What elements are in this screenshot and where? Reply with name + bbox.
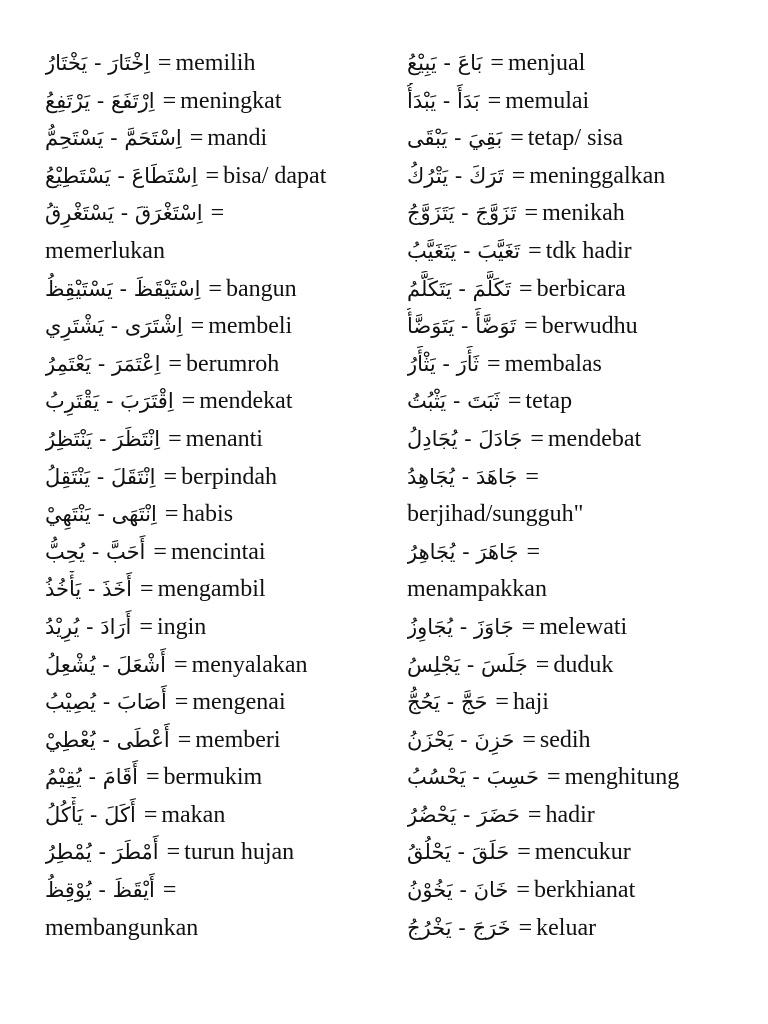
right-vocabulary-column (407, 45, 752, 947)
equals-sign: = (164, 501, 179, 528)
meaning: bangun (225, 275, 297, 302)
vocab-entry-continuation (407, 496, 752, 534)
meaning: duduk (553, 651, 614, 678)
equals-sign: = (510, 125, 524, 152)
arabic-verb: أَحَبَّ - يُحِبُّ (45, 539, 146, 564)
meaning: tetap (525, 388, 573, 415)
meaning: berpindah (181, 463, 278, 490)
meaning: ingin (156, 613, 207, 640)
arabic-verb: اِرْتَفَعَ - يَرْتَفِعُ (45, 88, 155, 113)
arabic-verb: حَلَقَ - يَحْلُقُ (407, 840, 510, 865)
meaning: habis (182, 501, 234, 528)
vocab-entry (407, 308, 752, 346)
vocab-entry (407, 910, 752, 948)
vocab-entry (407, 722, 752, 760)
equals-sign: = (190, 313, 205, 340)
equals-sign: = (166, 839, 181, 866)
meaning: memberi (195, 726, 281, 753)
meaning: mencukur (534, 839, 631, 866)
vocab-entry (407, 271, 752, 309)
vocab-entry (45, 383, 390, 421)
equals-sign: = (495, 689, 509, 716)
meaning: memerlukan (45, 237, 165, 264)
vocab-entry (45, 834, 390, 872)
equals-sign: = (522, 726, 536, 753)
arabic-verb: بَاعَ - يَبِيْعُ (407, 51, 483, 75)
equals-sign: = (210, 200, 225, 227)
vocab-entry (407, 158, 752, 196)
equals-sign: = (208, 275, 222, 302)
vocab-entry (45, 83, 390, 121)
vocab-entry (407, 797, 752, 835)
equals-sign: = (526, 538, 540, 565)
meaning: sedih (539, 726, 591, 753)
meaning: mendekat (199, 388, 293, 415)
arabic-verb: أَرَادَ - يُرِيْدُ (45, 614, 132, 639)
meaning: membangunkan (45, 914, 199, 941)
arabic-verb: تَكَلَّمَ - يَتَكَلَّمُ (407, 276, 512, 301)
vocab-entry (407, 647, 752, 685)
vocab-entry (45, 684, 390, 722)
vocab-entry (45, 759, 390, 797)
meaning: tdk hadir (545, 237, 632, 264)
equals-sign: = (487, 87, 502, 114)
arabic-verb: أَكَلَ - يَأْكُلُ (45, 802, 136, 827)
equals-sign: = (525, 463, 539, 490)
equals-sign: = (507, 388, 522, 415)
arabic-verb: اِسْتَغْرَقَ - يَسْتَغْرِقُ (45, 201, 203, 226)
vocab-entry (45, 45, 390, 83)
arabic-verb: تَزَوَّجَ - يَتَزَوَّجُ (407, 201, 517, 226)
meaning: berwudhu (541, 313, 638, 340)
arabic-verb: تَرَكَ - يَتْرُكُ (407, 163, 504, 188)
vocab-entry (45, 195, 390, 233)
left-vocabulary-column (45, 45, 390, 947)
meaning: haji (512, 689, 549, 716)
meaning: berumroh (185, 350, 280, 377)
arabic-verb: اِخْتَارَ - يَخْتَارُ (45, 51, 150, 75)
equals-sign: = (168, 425, 182, 452)
meaning: menampakkan (407, 576, 547, 603)
arabic-verb: حَجَّ - يَحُجُّ (407, 690, 488, 715)
equals-sign: = (189, 125, 204, 152)
vocab-entry (45, 271, 390, 309)
arabic-verb: جَاوَزَ - يُجَاوِزُ (407, 614, 514, 639)
equals-sign: = (519, 275, 533, 302)
vocab-entry (407, 534, 752, 572)
arabic-verb: جَادَلَ - يُجَادِلُ (407, 426, 523, 451)
arabic-verb: حَضَرَ - يَحْضُرُ (407, 802, 520, 827)
vocab-entry (45, 797, 390, 835)
equals-sign: = (516, 877, 530, 904)
meaning: berjihad/sungguh" (407, 501, 584, 528)
vocab-entry (45, 722, 390, 760)
arabic-verb: بَدَأَ - يَبْدَأُ (407, 88, 480, 113)
equals-sign: = (524, 200, 539, 227)
vocab-entry (45, 609, 390, 647)
equals-sign: = (490, 50, 504, 76)
equals-sign: = (181, 388, 196, 415)
arabic-verb: اِنْتَقَلَ - يَنْتَقِلُ (45, 464, 156, 489)
equals-sign: = (145, 764, 160, 791)
meaning: memulai (505, 87, 590, 114)
meaning: mandi (207, 125, 268, 152)
vocab-entry (45, 647, 390, 685)
equals-sign: = (527, 801, 542, 828)
equals-sign: = (174, 651, 188, 678)
meaning: meningkat (180, 87, 282, 114)
arabic-verb: أَشْعَلَ - يُشْعِلُ (45, 652, 167, 677)
meaning: mencintai (170, 538, 266, 565)
arabic-verb: خَانَ - يَخُوْنُ (407, 878, 509, 903)
meaning: bermukim (163, 764, 263, 791)
arabic-verb: أَمْطَرَ - يُمْطِرُ (45, 840, 159, 865)
meaning: memilih (175, 50, 256, 76)
vocab-entry (45, 120, 390, 158)
arabic-verb: اِسْتَحَمَّ - يَسْتَحِمُّ (45, 126, 182, 151)
equals-sign: = (177, 726, 192, 753)
vocab-entry (407, 383, 752, 421)
vocab-entry (45, 459, 390, 497)
arabic-verb: جَاهَرَ - يُجَاهِرُ (407, 539, 519, 564)
vocab-entry (45, 872, 390, 910)
vocab-entry (45, 496, 390, 534)
meaning: menyalakan (191, 651, 308, 678)
arabic-verb: اِسْتَطَاعَ - يَسْتَطِيْعُ (45, 163, 198, 188)
vocab-entry (45, 421, 390, 459)
equals-sign: = (530, 425, 544, 452)
equals-sign: = (139, 613, 153, 640)
vocab-entry (407, 759, 752, 797)
vocab-entry (45, 158, 390, 196)
equals-sign: = (535, 651, 550, 678)
arabic-verb: حَزِنَ - يَحْزَنُ (407, 727, 515, 752)
vocab-entry (407, 684, 752, 722)
meaning: mengambil (157, 576, 266, 603)
meaning: keluar (536, 914, 597, 941)
equals-sign: = (517, 839, 531, 866)
meaning: menikah (542, 200, 625, 227)
arabic-verb: أَصَابَ - يُصِيْبُ (45, 690, 167, 715)
meaning: turun hujan (184, 839, 295, 866)
vocab-entry (407, 459, 752, 497)
arabic-verb: اِعْتَمَرَ - يَعْتَمِرُ (45, 351, 161, 376)
arabic-verb: تَغَيَّبَ - يَتَغَيَّبُ (407, 238, 521, 263)
meaning: berkhianat (533, 877, 636, 904)
arabic-verb: أَعْطَى - يُعْطِيْ (45, 727, 170, 752)
arabic-verb: جَلَسَ - يَجْلِسُ (407, 652, 528, 677)
arabic-verb: حَسِبَ - يَحْسُبُ (407, 765, 540, 790)
equals-sign: = (157, 50, 172, 76)
arabic-verb: ثَأَرَ - يَثْأَرُ (407, 351, 480, 376)
arabic-verb: ثَبَتَ - يَثْبُتُ (407, 389, 500, 414)
vocab-entry (45, 534, 390, 572)
arabic-verb: أَقَامَ - يُقِيْمُ (45, 765, 138, 790)
meaning: menghitung (564, 764, 680, 791)
meaning: menjual (507, 50, 586, 76)
equals-sign: = (153, 538, 167, 565)
arabic-verb: بَقِيَ - يَبْقَى (407, 126, 503, 151)
equals-sign: = (163, 463, 178, 490)
vocab-entry (407, 346, 752, 384)
equals-sign: = (140, 576, 154, 603)
meaning: membalas (504, 350, 602, 377)
equals-sign: = (162, 877, 177, 904)
equals-sign: = (511, 162, 526, 189)
equals-sign: = (143, 801, 158, 828)
vocab-entry (407, 120, 752, 158)
vocab-entry (407, 609, 752, 647)
vocab-entry (407, 421, 752, 459)
arabic-verb: اِشْتَرَى - يَشْتَرِي (45, 314, 183, 339)
arabic-verb: جَاهَدَ - يُجَاهِدُ (407, 464, 518, 489)
equals-sign: = (162, 87, 177, 114)
vocab-entry-continuation (45, 910, 390, 948)
equals-sign: = (524, 313, 538, 340)
meaning: makan (161, 801, 226, 828)
meaning: berbicara (536, 275, 626, 302)
arabic-verb: خَرَجَ - يَخْرُجُ (407, 915, 511, 940)
meaning: bisa/ dapat (223, 162, 327, 189)
equals-sign: = (174, 689, 189, 716)
arabic-verb: اِسْتَيْقَظَ - يَسْتَيْقِظُ (45, 276, 201, 301)
arabic-verb: اِنْتَظَرَ - يَنْتَظِرُ (45, 426, 161, 451)
arabic-verb: تَوَضَّأَ - يَتَوَضَّأُ (407, 314, 517, 339)
vocab-entry-continuation (407, 571, 752, 609)
arabic-verb: أَخَذَ - يَأْخُذُ (45, 577, 133, 602)
equals-sign: = (168, 350, 182, 377)
equals-sign: = (521, 613, 536, 640)
vocab-entry (407, 195, 752, 233)
vocab-entry (45, 346, 390, 384)
arabic-verb: أَيْقَظَ - يُوْقِظُ (45, 878, 155, 903)
vocab-entry (45, 571, 390, 609)
arabic-verb: اِنْتَهَى - يَنْتَهِيْ (45, 502, 157, 527)
meaning: mendebat (547, 425, 642, 452)
vocab-entry (407, 233, 752, 271)
vocab-entry (407, 834, 752, 872)
meaning: melewati (539, 613, 628, 640)
vocab-entry (407, 872, 752, 910)
meaning: meninggalkan (529, 162, 666, 189)
meaning: mengenai (192, 689, 286, 716)
equals-sign: = (487, 350, 501, 377)
equals-sign: = (518, 914, 533, 941)
meaning: tetap/ sisa (527, 125, 624, 152)
meaning: membeli (208, 313, 293, 340)
arabic-verb: اِقْتَرَبَ - يَقْتَرِبُ (45, 389, 174, 414)
meaning: menanti (185, 425, 263, 452)
equals-sign: = (547, 764, 561, 791)
equals-sign: = (205, 162, 220, 189)
vocab-entry (407, 45, 752, 83)
vocab-entry (45, 308, 390, 346)
vocab-entry-continuation (45, 233, 390, 271)
vocab-entry (407, 83, 752, 121)
equals-sign: = (528, 237, 542, 264)
meaning: hadir (545, 801, 595, 828)
